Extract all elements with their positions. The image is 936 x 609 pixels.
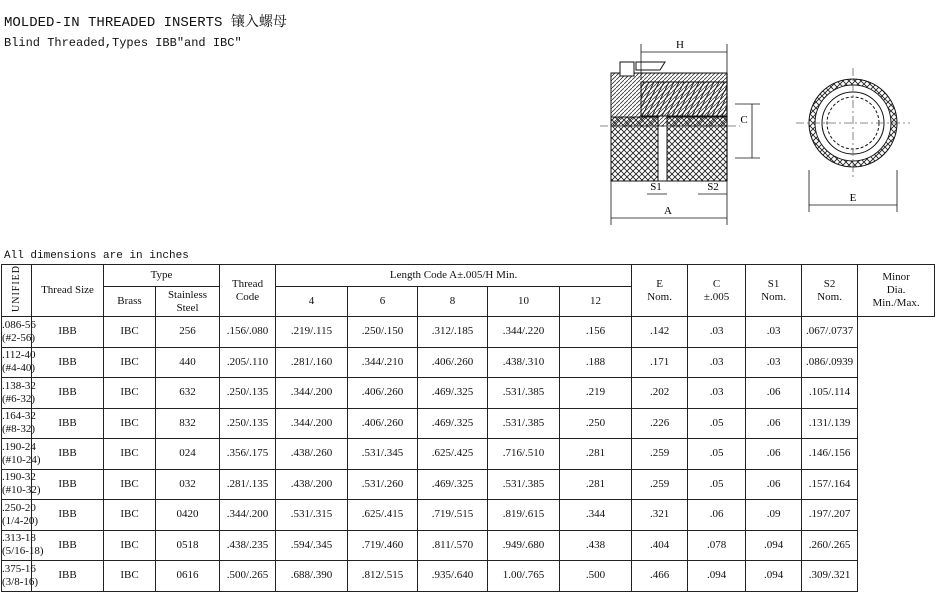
cell-l6: .688/.390 [276, 561, 348, 592]
cell-e: .281 [560, 439, 632, 470]
cell-l6: .344/.200 [276, 408, 348, 439]
cell-e: .438 [560, 530, 632, 561]
cell-l4: .500/.265 [220, 561, 276, 592]
cell-ss: IBC [104, 500, 156, 531]
cell-c: .226 [632, 408, 688, 439]
cell-l4: .250/.135 [220, 378, 276, 409]
cell-brass: IBB [32, 317, 104, 348]
cell-s2: .03 [746, 347, 802, 378]
thread-size-number: (#8-32) [2, 423, 35, 436]
thread-size-inch: .190-24 [2, 440, 36, 453]
insert-drawing [0, 0, 936, 250]
cell-l10: .719/.515 [418, 500, 488, 531]
cell-minor: .309/.321 [802, 561, 858, 592]
cell-l10: .469/.325 [418, 408, 488, 439]
dim-s2-label: S2 [707, 181, 719, 193]
cell-s1: .05 [688, 408, 746, 439]
cell-l8: .406/.260 [348, 408, 418, 439]
th-len-4: 4 [276, 287, 348, 317]
cell-l6: .438/.200 [276, 469, 348, 500]
cell-l4: .438/.235 [220, 530, 276, 561]
cell-l8: .719/.460 [348, 530, 418, 561]
cell-code: 032 [156, 469, 220, 500]
cell-l8: .812/.515 [348, 561, 418, 592]
cell-l10: .625/.425 [418, 439, 488, 470]
cell-thread-size [2, 439, 41, 470]
cell-brass: IBB [32, 530, 104, 561]
cell-brass: IBB [32, 378, 104, 409]
cell-ss: IBC [104, 408, 156, 439]
page-title: MOLDED-IN THREADED INSERTS 镶入螺母 [4, 15, 287, 31]
cell-s1: .06 [688, 500, 746, 531]
cell-l10: .406/.260 [418, 347, 488, 378]
cell-l8: .344/.210 [348, 347, 418, 378]
th-minor [858, 265, 935, 317]
cell-l12: .716/.510 [488, 439, 560, 470]
cell-s2: .03 [746, 317, 802, 348]
cell-s1: .094 [688, 561, 746, 592]
th-type: Type [104, 265, 220, 287]
cell-e: .156 [560, 317, 632, 348]
cell-code: 440 [156, 347, 220, 378]
cell-s2: .06 [746, 378, 802, 409]
cell-l6: .531/.315 [276, 500, 348, 531]
th-brass: Brass [104, 287, 156, 317]
th-thread-code-text: Thread Code [231, 277, 264, 303]
cell-thread-size [2, 378, 36, 409]
cell-l4: .156/.080 [220, 317, 276, 348]
cell-ss: IBC [104, 469, 156, 500]
cell-s2: .094 [746, 530, 802, 561]
cell-l12: .949/.680 [488, 530, 560, 561]
cell-l10: .811/.570 [418, 530, 488, 561]
cell-s1: .03 [688, 378, 746, 409]
cell-l8: .531/.260 [348, 469, 418, 500]
cell-l12: 1.00/.765 [488, 561, 560, 592]
th-thread-code [220, 265, 276, 317]
cell-s1: .03 [688, 317, 746, 348]
cell-l10: .312/.185 [418, 317, 488, 348]
cell-thread-size [2, 561, 39, 592]
cell-l4: .205/.110 [220, 347, 276, 378]
cell-l6: .438/.260 [276, 439, 348, 470]
cell-l6: .344/.200 [276, 378, 348, 409]
cell-c: .142 [632, 317, 688, 348]
cell-l4: .250/.135 [220, 408, 276, 439]
cell-thread-size [2, 530, 44, 561]
cell-code: 0616 [156, 561, 220, 592]
cell-l10: .935/.640 [418, 561, 488, 592]
table-row [2, 530, 935, 561]
table-row [2, 408, 935, 439]
th-stainless [156, 287, 220, 317]
th-s1-text: S1 [767, 277, 780, 290]
cell-code: 832 [156, 408, 220, 439]
cell-minor: .197/.207 [802, 500, 858, 531]
units-note: All dimensions are in inches [4, 250, 189, 262]
dim-h-label: H [676, 39, 684, 51]
table-row [2, 469, 935, 500]
cell-e: .250 [560, 408, 632, 439]
cell-minor: .067/.0737 [802, 317, 858, 348]
dim-s1-label: S1 [650, 181, 662, 193]
cell-s2: .06 [746, 439, 802, 470]
th-minor-sub2: Min./Max. [872, 297, 920, 309]
thread-size-inch: .375-16 [2, 562, 36, 575]
cell-minor: .131/.139 [802, 408, 858, 439]
cell-e: .500 [560, 561, 632, 592]
th-stainless-text: Stainless Steel [167, 288, 208, 314]
table-row [2, 439, 935, 470]
cell-c: .259 [632, 439, 688, 470]
cell-ss: IBC [104, 347, 156, 378]
th-s1-sub: Nom. [761, 290, 786, 303]
thread-size-inch: .164-32 [2, 410, 36, 423]
cell-l12: .531/.385 [488, 378, 560, 409]
th-len-10: 10 [488, 287, 560, 317]
th-minor-text: Minor [882, 271, 910, 283]
cell-l4: .356/.175 [220, 439, 276, 470]
cell-e: .219 [560, 378, 632, 409]
thread-size-number: (5/16-18) [2, 545, 44, 558]
cell-brass: IBB [32, 408, 104, 439]
th-s2 [802, 265, 858, 317]
thread-size-number: (#4-40) [2, 362, 35, 375]
table-row [2, 500, 935, 531]
table-row [2, 347, 935, 378]
thread-size-inch: .112-40 [2, 349, 36, 362]
th-e [632, 265, 688, 317]
cell-thread-size [2, 347, 36, 378]
dim-a-label: A [664, 205, 672, 217]
table-row [2, 317, 935, 348]
th-minor-sub: Dia. [886, 284, 906, 296]
cell-s1: .05 [688, 439, 746, 470]
cell-l8: .250/.150 [348, 317, 418, 348]
cell-minor: .086/.0939 [802, 347, 858, 378]
th-thread-size [32, 265, 104, 317]
cell-l4: .281/.135 [220, 469, 276, 500]
cell-s2: .094 [746, 561, 802, 592]
cell-minor: .157/.164 [802, 469, 858, 500]
cell-s1: .05 [688, 469, 746, 500]
cell-c: .202 [632, 378, 688, 409]
cell-code: 0420 [156, 500, 220, 531]
cell-c: .171 [632, 347, 688, 378]
cell-brass: IBB [32, 561, 104, 592]
table-row [2, 561, 935, 592]
side-view [600, 62, 740, 181]
cell-l12: .531/.385 [488, 469, 560, 500]
thread-size-inch: .313-18 [2, 532, 36, 545]
cell-s2: .06 [746, 469, 802, 500]
table-body [2, 317, 935, 592]
th-e-sub: Nom. [647, 290, 672, 303]
cell-l8: .531/.345 [348, 439, 418, 470]
thread-size-inch: .138-32 [2, 379, 36, 392]
cell-thread-size [2, 500, 39, 531]
th-e-text: E [656, 277, 663, 290]
cell-brass: IBB [32, 347, 104, 378]
th-len-12: 12 [560, 287, 632, 317]
cell-thread-size [2, 469, 41, 500]
cell-l6: .219/.115 [276, 317, 348, 348]
thread-size-number: (#10-32) [2, 484, 41, 497]
cell-thread-size [2, 317, 36, 348]
cell-l12: .531/.385 [488, 408, 560, 439]
th-c [688, 265, 746, 317]
cell-code: 024 [156, 439, 220, 470]
cell-l10: .469/.325 [418, 469, 488, 500]
thread-size-number: (3/8-16) [2, 575, 39, 588]
th-c-text: C [712, 277, 721, 290]
cell-l12: .344/.220 [488, 317, 560, 348]
th-len-6: 6 [348, 287, 418, 317]
cell-c: .259 [632, 469, 688, 500]
cell-c: .466 [632, 561, 688, 592]
th-len-8: 8 [418, 287, 488, 317]
th-thread-size-text: Thread Size [41, 284, 94, 296]
thread-size-inch: .190-32 [2, 471, 36, 484]
cell-l8: .625/.415 [348, 500, 418, 531]
cell-brass: IBB [32, 439, 104, 470]
cell-c: .321 [632, 500, 688, 531]
thread-size-inch: .250-20 [2, 501, 36, 514]
cell-code: 256 [156, 317, 220, 348]
dim-e-label: E [849, 192, 857, 204]
cell-l6: .594/.345 [276, 530, 348, 561]
cell-s1: .03 [688, 347, 746, 378]
cell-minor: .105/.114 [802, 378, 858, 409]
thread-size-number: (#10-24) [2, 453, 41, 466]
cell-ss: IBC [104, 530, 156, 561]
page-subtitle: Blind Threaded,Types IBB"and IBC" [4, 36, 242, 50]
cell-minor: .146/.156 [802, 439, 858, 470]
table-row [2, 378, 935, 409]
cell-ss: IBC [104, 378, 156, 409]
th-length-code: Length Code A±.005/H Min. [276, 265, 632, 287]
cell-brass: IBB [32, 500, 104, 531]
thread-size-number: (#2-56) [2, 331, 35, 344]
cell-l6: .281/.160 [276, 347, 348, 378]
th-c-sub: ±.005 [703, 290, 730, 303]
cell-l4: .344/.200 [220, 500, 276, 531]
thread-size-number: (1/4-20) [2, 514, 39, 527]
cell-ss: IBC [104, 317, 156, 348]
cell-minor: .260/.265 [802, 530, 858, 561]
end-view [796, 68, 910, 178]
cell-brass: IBB [32, 469, 104, 500]
cell-l10: .469/.325 [418, 378, 488, 409]
cell-thread-size [2, 408, 36, 439]
cell-c: .404 [632, 530, 688, 561]
cell-code: 0518 [156, 530, 220, 561]
spec-table [1, 264, 935, 592]
cell-e: .344 [560, 500, 632, 531]
side-label-cell [2, 265, 32, 317]
cell-l12: .819/.615 [488, 500, 560, 531]
cell-ss: IBC [104, 561, 156, 592]
th-s2-sub: Nom. [817, 290, 842, 303]
cell-l12: .438/.310 [488, 347, 560, 378]
dim-c-label: C [740, 114, 748, 126]
cell-code: 632 [156, 378, 220, 409]
side-label: UNIFIED [11, 265, 22, 312]
cell-l8: .406/.260 [348, 378, 418, 409]
cell-s2: .09 [746, 500, 802, 531]
cell-e: .188 [560, 347, 632, 378]
th-s2-text: S2 [823, 277, 836, 290]
thread-size-number: (#6-32) [2, 392, 35, 405]
cell-s1: .078 [688, 530, 746, 561]
cell-ss: IBC [104, 439, 156, 470]
thread-size-inch: .086-56 [2, 318, 36, 331]
cell-s2: .06 [746, 408, 802, 439]
th-s1 [746, 265, 802, 317]
cell-e: .281 [560, 469, 632, 500]
